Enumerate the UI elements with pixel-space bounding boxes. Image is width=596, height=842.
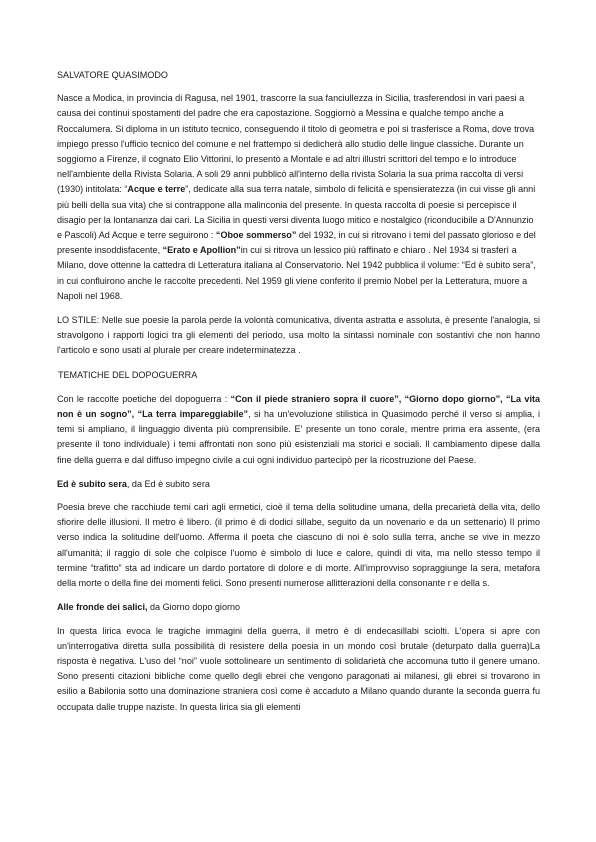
poem1-paragraph: Poesia breve che racchiude temi cari agli ermetici, cioè il tema della solitudine umana, della precarietà della vita, dello sfiorire delle illusioni. Il metro è libero. (il primo è di dodici sillabe, seguito da un novenario e da un settenario) Il primo verso indica la solitudine dell'uomo. Afferma il poeta che ciascuno di noi è solo sulla terra, anche se vive in mezzo all'umanità; il raggio di sole che colpisce l'uomo è simbolo di luce e calore, quindi di vita, ma nello stesso tempo il termine “trafitto” sta ad indicare un dardo portatore di dolore e di morte. All'improvviso sopraggiunge la sera, metafora della morte o della fine dei momenti felici. Sono presenti numerose allitterazioni della consonante r e della s. xyxy=(57,502,540,589)
biography-paragraph xyxy=(57,91,540,304)
style-paragraph: LO STILE: Nelle sue poesie la parola perde la volontà comunicativa, diventa astratta e assoluta, è presente l'analogia, si stravolgono i rapporti logici tra gli elementi del periodo, usa molto la sintassi nominale con sostantivi che non hanno l'articolo e sono usati al plurale per creare indeterminatezza . xyxy=(57,315,540,356)
tematiche-heading: TEMATICHE DEL DOPOGUERRA xyxy=(58,369,198,380)
tematiche-text-2: , si ha un'evoluzione stilistica in Quasimodo perché il verso si amplia, i temi si ampliano, il linguaggio diventa più comprensibile. E' presente un tono corale, mentre prima era assente, (era presente il tono individuale) i temi affrontati non sono più esistenziali ma storici e sociali. Il cambiamento dipese dalla fine della guerra e dal diffuso impegno civile a cui ogni individuo partecipò per la ricostruzione del Paese. xyxy=(57,409,540,465)
poem1-source: , da Ed è subito sera xyxy=(126,478,210,489)
poem2-paragraph: In questa lirica evoca le tragiche immagini della guerra, il metro è di endecasillabi sciolti. L'opera si apre con un'interrogativa diretta sulla possibilità di resistere della poesia in un mondo così brutale (deturpato dalla guerra)La risposta è negativa. L'uso del “noi” vuole sottolineare un sentimento di solidarietà che accomuna tutto il genere umano. Sono presenti citazioni bibliche come quello degli ebrei che vengono paragonati ai milanesi, gli ebrei si trovarono in esilio a Babilonia sotto una dominazione straniera così come è accaduto a Milano quando durante la seconda guerra fu occupata dalle truppe naziste. In questa lirica sia gli elementi xyxy=(57,625,540,712)
poem2-heading xyxy=(57,600,540,615)
poem2-title: Alle fronde dei salici, xyxy=(57,602,148,613)
poem1-heading xyxy=(57,477,540,492)
bio-text-4: in cui si ritrova un lessico più raffinato e chiaro . Nel 1934 si trasferì a Milano, dove ottenne la cattedra di Letteratura italiana al Conservatorio. Nel 1942 pubblica il volume: “Ed è subito sera”, in cui confluirono anche le raccolte precedenti. Nel 1959 gli viene conferito il premio Nobel per la Letteratura, muore a Napoli nel 1968. xyxy=(57,245,536,301)
poem2-source: da Giorno dopo giorno xyxy=(147,602,241,613)
bio-text-1: Nasce a Modica, in provincia di Ragusa, nel 1901, trascorre la sua fanciullezza in Sicilia, trasferendosi in vari paesi a causa dei continui spostamenti del padre che era capostazione. Soggiornò a Messina e qualche tempo anche a Roccalumera. Si diploma in un istituto tecnico, conseguendo il titolo di geometra e poi si trasferisce a Roma, dove trova impiego presso l'ufficio tecnico del comune e nel frattempo si dedicherà allo studio delle lingue classiche. Durante un soggiorno a Firenze, il cognato Elio Vittorini, lo presentò a Montale e ad altri illustri scrittori del tempo e lo introduce nell'ambiente della Rivista Solaria. A soli 29 anni pubblicò all'interno della rivista Solaria la sua prima raccolta di versi (1930) intitolata: “ xyxy=(57,93,535,195)
bio-text-2: ”, dedicate alla sua terra natale, simbolo di felicità e spensieratezza (in cui visse gli anni più belli della sua vita) che si contrappone alla malinconia del presente. In questa raccolta di poesie si percepisce il disagio per la lontananza dai cari. La Sicilia in questi versi diventa luogo mitico e nostalgico (riconducibile a D'Annunzio e Pascoli) Ad Acque e terre seguirono : xyxy=(57,184,536,241)
bio-work-erato-e-apollion: “Erato e Apollion” xyxy=(162,245,241,256)
document-title: SALVATORE QUASIMODO xyxy=(57,70,168,80)
bio-work-acque-e-terre: Acque e terre xyxy=(127,184,186,195)
bio-text-3: del 1932, in cui si ritrovano i temi del passato glorioso e del presente insoddisfacente, xyxy=(57,230,536,256)
tematiche-paragraph xyxy=(57,392,540,468)
tematiche-text-1: Con le raccolte poetiche del dopoguerra : xyxy=(57,393,231,404)
bio-work-oboe-sommerso: “Oboe sommerso” xyxy=(215,230,297,241)
tematiche-works: “Con il piede straniero sopra il cuore”, “Giorno dopo giorno”, “La vita non è un sogno”, “La terra impareggiabile” xyxy=(57,393,540,420)
poem1-title: Ed è subito sera xyxy=(57,478,127,489)
